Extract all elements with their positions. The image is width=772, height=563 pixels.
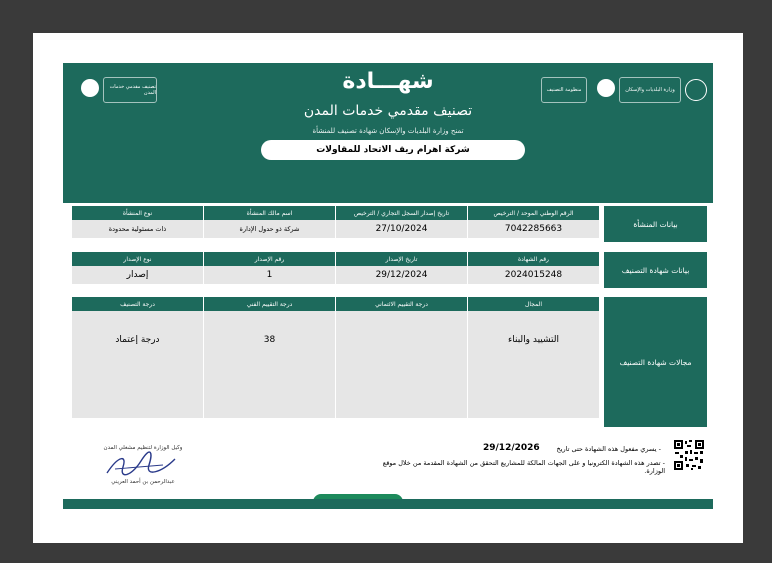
verification-note: - تصدر هذه الشهادة الكترونيا و على الجهات المالكة للمشاريع التحقق من الشهادة المقدمة من خلال موقع الوزارة.: [382, 459, 665, 475]
table-cell: إصدار: [71, 266, 203, 284]
table-cell: 1: [203, 266, 335, 284]
table-cell: ذات مسئولية محدودة: [71, 220, 203, 238]
partner-circle-icon: [597, 79, 615, 97]
saudi-emblem-icon: [685, 79, 707, 101]
validity-text: - يسري مفعول هذه الشهادة حتى تاريخ: [556, 445, 661, 453]
certificate-paper: [33, 33, 743, 543]
signatory-title: وكيل الوزارة لتنظيم مشغلي المدن: [103, 445, 183, 451]
table-row: [71, 220, 599, 238]
table-cell: التشييد والبناء: [467, 311, 599, 418]
certificate-header: [63, 63, 713, 203]
fields-table: [71, 297, 599, 418]
table-row: [71, 266, 599, 284]
column-header: نوع الإصدار: [71, 252, 203, 266]
column-header: الرقم الوطني الموحد / الترخيص: [467, 206, 599, 220]
column-header: نوع المنشأة: [71, 206, 203, 220]
signature-icon: [101, 451, 181, 479]
section-label-establishment: بيانات المنشأة: [604, 206, 707, 242]
table-header-row: [71, 252, 599, 266]
column-header: تاريخ الإصدار: [335, 252, 467, 266]
column-header: اسم مالك المنشأة: [203, 206, 335, 220]
partner-logo: منظومة التصنيف: [541, 77, 587, 103]
table-cell: [335, 311, 467, 418]
table-cell: 38: [203, 311, 335, 418]
column-header: رقم الشهادة: [467, 252, 599, 266]
ministry-logo: وزارة البلديات والإسكان: [619, 77, 681, 103]
certificate-title: شهـــادة: [342, 69, 434, 94]
column-header: درجة التقييم الائتماني: [335, 297, 467, 311]
signatory-name: عبدالرحمن بن أحمد العريني: [111, 479, 175, 485]
column-header: المجال: [467, 297, 599, 311]
table-cell: شركة ذو حدول الإدارة: [203, 220, 335, 238]
certificate-table: [71, 252, 599, 284]
table-cell: 29/12/2024: [335, 266, 467, 284]
table-row: [71, 311, 599, 418]
company-name: شركة اهرام ريف الاتحاد للمقاولات: [261, 140, 525, 160]
table-cell: 2024015248: [467, 266, 599, 284]
validity-date: 29/12/2026: [483, 443, 540, 453]
footer-bar: [63, 499, 713, 509]
column-header: درجة التقييم الفني: [203, 297, 335, 311]
table-cell: 7042285663: [467, 220, 599, 238]
table-cell: 27/10/2024: [335, 220, 467, 238]
grant-line: تمنح وزارة البلديات والإسكان شهادة تصنيف للمنشأة: [312, 127, 464, 135]
third-logo: تصنيف مقدمي خدمات المدن: [103, 77, 157, 103]
certificate-subtitle: تصنيف مقدمي خدمات المدن: [303, 103, 473, 119]
table-header-row: [71, 297, 599, 311]
section-label-fields: مجالات شهادة التصنيف: [604, 297, 707, 427]
section-label-certificate: بيانات شهادة التصنيف: [604, 252, 707, 288]
table-header-row: [71, 206, 599, 220]
table-cell: درجة إعتماد: [71, 311, 203, 418]
column-header: درجة التصنيف: [71, 297, 203, 311]
column-header: رقم الإصدار: [203, 252, 335, 266]
column-header: تاريخ إصدار السجل التجاري / الترخيص: [335, 206, 467, 220]
header-underline: [63, 193, 713, 195]
establishment-table: [71, 206, 599, 238]
qr-code-icon: [673, 439, 705, 471]
